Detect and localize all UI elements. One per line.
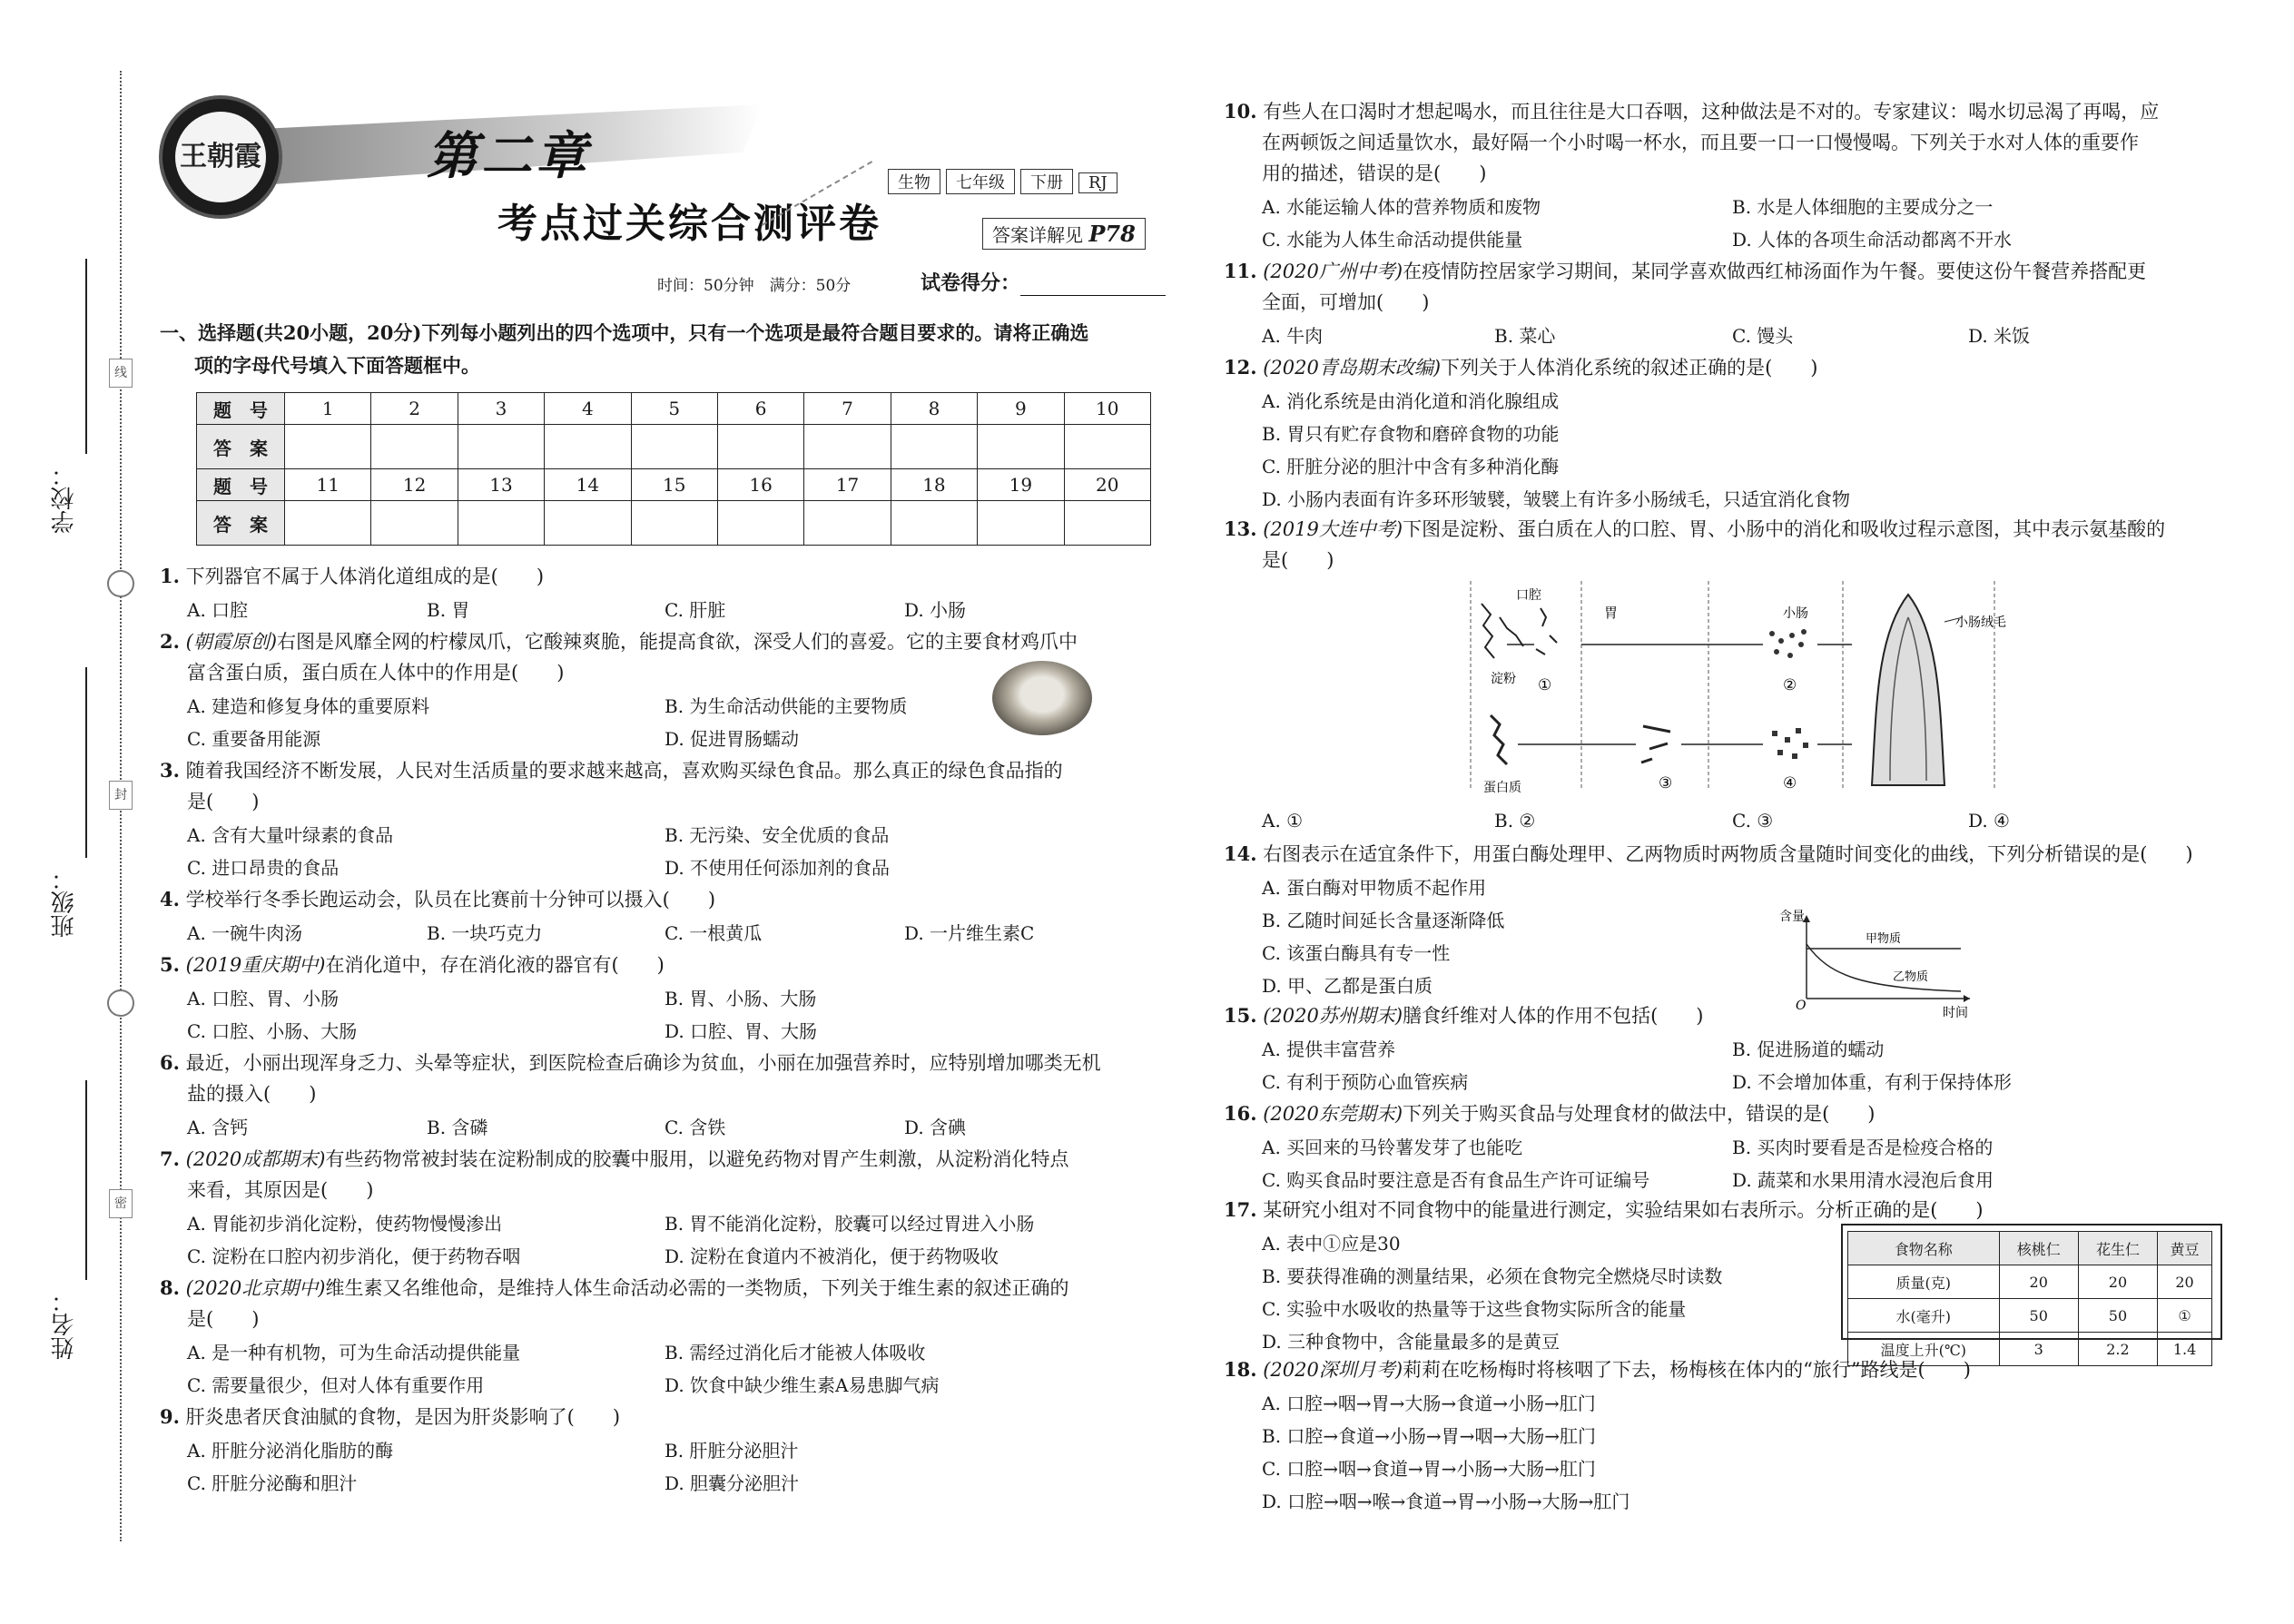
question-source: (2019大连中考) [1263,518,1403,540]
option-c[interactable]: C. 肝脏 [665,599,726,621]
time-limit: 时间：50分钟 满分：50分 [657,277,852,295]
question-number: 3 [458,393,544,425]
question-source: (2020东莞期末) [1263,1103,1403,1125]
question-source: (2020青岛期末改编) [1263,357,1442,379]
question-2 [160,628,1078,655]
class-field[interactable] [85,667,87,858]
question-number: 16. [1224,1102,1257,1125]
score-field [921,268,1166,296]
villus-shape [1872,595,1944,785]
question-number: 6. [160,1051,180,1074]
option-d[interactable]: D. 口腔→咽→喉→食道→胃→小肠→大肠→肛门 [1262,1491,1630,1512]
question-stem-cont: 用的描述，错误的是( ) [1262,162,1487,184]
table-cell: 50 [1999,1299,2078,1333]
option-c[interactable]: C. ③ [1732,810,1774,832]
series-b-label: 乙物质 [1893,970,1929,984]
tag-grade: 七年级 [946,169,1015,194]
option-b[interactable]: B. ② [1494,810,1536,832]
option-c[interactable]: C. 口腔、小肠、大肠 [187,1020,358,1042]
question-13 [1224,516,2165,543]
option-c[interactable]: C. 进口昂贵的食品 [187,857,340,879]
question-9 [160,1403,620,1431]
option-a[interactable]: A. 是一种有机物，可为生命活动提供能量 [187,1342,521,1363]
question-7 [160,1146,1068,1173]
question-number: 13. [1224,517,1257,540]
class-label: 班级： [51,867,78,938]
chicken-feet-photo [992,661,1092,735]
glucose-particles [1769,629,1807,658]
option-c[interactable]: C. 需要量很少，但对人体有重要作用 [187,1374,485,1396]
option-c[interactable]: C. 该蛋白酶具有专一性 [1262,942,1451,964]
name-label: 姓名： [51,1289,78,1360]
answer-cell[interactable] [804,501,891,546]
question-number: 2 [371,393,458,425]
option-d[interactable]: D. 饮食中缺少维生素A易患脚气病 [665,1374,940,1396]
content-curve-chart [1779,908,1979,1020]
question-number: 9. [160,1405,180,1428]
option-d[interactable]: D. 一片维生素C [904,922,1035,944]
option-a[interactable]: A. 口腔、胃、小肠 [187,988,340,1009]
question-stem: 下图是淀粉、蛋白质在人的口腔、胃、小肠中的消化和吸收过程示意图，其中表示氨基酸的 [1403,518,2166,540]
answer-cell[interactable] [631,425,717,469]
table-row [197,501,1151,546]
option-d[interactable]: D. 蔬菜和水果用清水浸泡后食用 [1732,1169,1994,1191]
option-b[interactable]: B. 买肉时要看是否是检疫合格的 [1732,1137,1994,1158]
question-stem: 右图是风靡全网的柠檬凤爪，它酸辣爽脆，能提高食欲，深受人们的喜爱。它的主要食材鸡爪中 [277,631,1078,653]
diagram-label-villus: 小肠绒毛 [1955,615,2006,630]
option-b[interactable]: B. 需经过消化后才能被人体吸收 [665,1342,926,1363]
question-10 [1224,98,2159,125]
option-b[interactable]: B. 胃只有贮存食物和磨碎食物的功能 [1262,423,1560,445]
option-a[interactable]: A. 口腔→咽→胃→大肠→食道→小肠→肛门 [1262,1393,1596,1414]
question-number: 11 [285,469,371,501]
question-source: (2020苏州期末) [1263,1005,1403,1027]
option-b[interactable]: B. 胃、小肠、大肠 [665,988,817,1009]
question-number: 13 [458,469,544,501]
option-a[interactable]: A. ① [1262,810,1304,832]
answer-cell[interactable] [371,501,458,546]
question-16 [1224,1100,1875,1127]
option-d[interactable]: D. 小肠 [904,599,967,621]
option-b[interactable]: B. 菜心 [1494,325,1556,347]
question-number: 5 [631,393,717,425]
table-header: 题 号 [197,393,285,425]
tag-edition: RJ [1078,172,1117,193]
question-stem: 下列关于人体消化系统的叙述正确的是( ) [1441,357,1818,379]
option-c[interactable]: C. 购买食品时要注意是否有食品生产许可证编号 [1262,1169,1650,1191]
question-stem-cont: 盐的摄入( ) [187,1083,317,1105]
table-row [1848,1232,2212,1265]
option-c[interactable]: C. 肝脏分泌酶和胆汁 [187,1472,358,1494]
protein-chain [1491,715,1507,764]
diagram-marker-2: ② [1783,676,1797,694]
table-header: 花生仁 [2078,1232,2157,1265]
diagram-label-stomach: 胃 [1604,605,1619,621]
food-energy-table [1847,1231,2212,1366]
score-blank[interactable] [1020,295,1166,296]
question-stem: 最近，小丽出现浑身乏力、头晕等症状，到医院检查后确诊为贫血，小丽在加强营养时，应特别增加哪类无机 [185,1052,1101,1074]
question-5 [160,951,665,979]
table-cell: 水(毫升) [1848,1299,2000,1333]
question-number: 6 [717,393,803,425]
question-number: 8. [160,1276,180,1299]
option-c[interactable]: C. 重要备用能源 [187,728,321,750]
question-stem: 莉莉在吃杨梅时将核咽了下去，杨梅核在体内的“旅行”路线是( ) [1403,1359,1971,1381]
question-stem: 某研究小组对不同食物中的能量进行测定，实验结果如右表所示。分析正确的是( ) [1263,1199,1984,1221]
table-header: 核桃仁 [1999,1232,2078,1265]
table-header: 食物名称 [1848,1232,2000,1265]
option-c[interactable]: C. 一根黄瓜 [665,922,763,944]
question-number: 7 [804,393,891,425]
table-cell: ① [2158,1299,2212,1333]
option-a[interactable]: A. 口腔 [187,599,249,621]
question-number: 10 [1064,393,1150,425]
table-cell: 1.4 [2158,1333,2212,1366]
option-b[interactable]: B. 乙随时间延长含量逐渐降低 [1262,910,1505,931]
question-source: (朝霞原创) [185,631,278,653]
name-field[interactable] [85,1080,87,1280]
option-c[interactable]: C. 有利于预防心血管疾病 [1262,1071,1469,1093]
answer-cell[interactable] [804,425,891,469]
brand-logo [159,95,282,219]
binding-ring-icon [107,989,134,1017]
starch-chain [1482,604,1523,658]
option-a[interactable]: A. 建造和修复身体的重要原料 [187,695,430,717]
option-a[interactable]: A. 水能运输人体的营养物质和废物 [1262,196,1541,218]
answer-cell[interactable] [978,501,1064,546]
option-a[interactable]: A. 消化系统是由消化道和消化腺组成 [1262,390,1560,412]
question-number: 7. [160,1147,180,1170]
question-12 [1224,354,1817,381]
question-stem: 维生素又名维他命，是维持人体生命活动必需的一类物质，下列关于维生素的叙述正确的 [325,1277,1069,1299]
question-source: (2020广州中考) [1263,261,1403,282]
question-number: 18. [1224,1358,1257,1381]
amino-acids [1772,728,1808,759]
table-cell: 温度上升(℃) [1848,1333,2000,1366]
seal-char: 密 [109,1189,133,1218]
table-header: 答 案 [197,425,285,469]
table-cell: 20 [2158,1265,2212,1299]
option-a[interactable]: A. 蛋白酶对甲物质不起作用 [1262,877,1487,899]
question-number: 12 [371,469,458,501]
question-stem: 下列关于购买食品与处理食材的做法中，错误的是( ) [1403,1103,1876,1125]
option-c[interactable]: C. 馒头 [1732,325,1794,347]
table-row [197,393,1151,425]
answer-cell[interactable] [545,425,631,469]
option-a[interactable]: A. 肝脏分泌消化脂肪的酶 [187,1440,394,1462]
option-a[interactable]: A. 买回来的马铃薯发芽了也能吃 [1262,1137,1523,1158]
question-number: 8 [891,393,977,425]
question-stem-cont: 是( ) [187,791,260,812]
question-number: 3. [160,759,180,782]
option-b[interactable]: B. 水是人体细胞的主要成分之一 [1732,196,1994,218]
option-a[interactable]: A. 含钙 [187,1117,249,1138]
table-cell: 3 [1999,1333,2078,1366]
option-a[interactable]: A. 提供丰富营养 [1262,1038,1396,1060]
question-number: 16 [717,469,803,501]
starch-fragments [1536,608,1557,655]
option-a[interactable]: A. 胃能初步消化淀粉，使药物慢慢渗出 [187,1213,503,1235]
answer-cell[interactable] [631,501,717,546]
answer-cell[interactable] [717,425,803,469]
table-header: 黄豆 [2158,1232,2212,1265]
question-stem-cont: 来看，其原因是( ) [187,1179,374,1201]
tag-volume: 下册 [1020,169,1073,194]
answer-cell[interactable] [285,425,371,469]
question-8 [160,1275,1068,1302]
score-label: 试卷得分： [921,271,1021,295]
diagram-marker-4: ④ [1783,774,1797,792]
table-cell: 2.2 [2078,1333,2157,1366]
question-source: (2020成都期末) [185,1148,326,1170]
chart-xlabel: 时间 [1943,1006,1968,1020]
question-3 [160,757,1063,784]
logo-text: 王朝霞 [175,112,266,202]
answer-cell[interactable] [458,425,544,469]
section-intro: 一、选择题(共20小题，20分)下列每小题列出的四个选项中，只有一个选项是最符合题目要求的。请将正确选 [160,321,1089,344]
option-d[interactable]: D. 口腔、胃、大肠 [665,1020,818,1042]
option-b[interactable]: B. 促进肠道的蠕动 [1732,1038,1885,1060]
answer-ref-page: P78 [1088,221,1136,247]
answer-cell[interactable] [545,501,631,546]
table-header: 答 案 [197,501,285,546]
answer-cell[interactable] [285,501,371,546]
subject-tags [888,169,1123,194]
option-a[interactable]: A. 牛肉 [1262,325,1324,347]
question-number: 14 [545,469,631,501]
diagram-label-intestine: 小肠 [1783,606,1808,621]
question-stem: 膳食纤维对人体的作用不包括( ) [1403,1005,1704,1027]
question-number: 4 [545,393,631,425]
question-6 [160,1049,1101,1077]
question-number: 14. [1224,842,1257,865]
question-number: 20 [1064,469,1150,501]
diagram-label-starch: 淀粉 [1491,672,1516,686]
option-d[interactable]: D. 不会增加体重，有利于保持体形 [1732,1071,2013,1093]
table-header: 题 号 [197,469,285,501]
option-a[interactable]: A. 表中①应是30 [1262,1233,1401,1255]
question-number: 17 [804,469,891,501]
peptide-fragments [1641,726,1670,763]
answer-cell[interactable] [891,501,977,546]
option-b[interactable]: B. 为生命活动供能的主要物质 [665,695,908,717]
option-d[interactable]: D. 促进胃肠蠕动 [665,728,800,750]
option-d[interactable]: D. 不使用任何添加剂的食品 [665,857,891,879]
option-d[interactable]: D. 甲、乙都是蛋白质 [1262,975,1433,997]
answer-cell[interactable] [1064,425,1150,469]
option-d[interactable]: D. 小肠内表面有许多环形皱襞，皱襞上有许多小肠绒毛，只适宜消化食物 [1262,488,1851,510]
option-b[interactable]: B. 肝脏分泌胆汁 [665,1440,799,1462]
question-number: 17. [1224,1198,1257,1221]
question-number: 15 [631,469,717,501]
answer-cell[interactable] [717,501,803,546]
question-number: 19 [978,469,1064,501]
question-stem: 右图表示在适宜条件下，用蛋白酶处理甲、乙两物质时两物质含量随时间变化的曲线，下列分析错误的是( ) [1263,843,2193,865]
question-18 [1224,1356,1971,1383]
school-label: 学校： [51,463,78,534]
question-number: 9 [978,393,1064,425]
answer-cell[interactable] [891,425,977,469]
option-c[interactable]: C. 淀粉在口腔内初步消化，便于药物吞咽 [187,1245,521,1267]
question-number: 11. [1224,260,1257,282]
answer-cell[interactable] [458,501,544,546]
question-14 [1224,841,2193,868]
question-stem: 学校举行冬季长跑运动会，队员在比赛前十分钟可以摄入( ) [185,889,716,910]
answer-cell[interactable] [371,425,458,469]
question-stem: 在疫情防控居家学习期间，某同学喜欢做西红柿汤面作为午餐。要使这份午餐营养搭配更 [1403,261,2147,282]
option-b[interactable]: B. 要获得准确的测量结果，必须在食物完全燃烧尽时读数 [1262,1265,1723,1287]
answer-ref-label: 答案详解见 [992,224,1083,246]
question-number: 1 [285,393,371,425]
option-d[interactable]: D. 米饭 [1968,325,2031,347]
option-b[interactable]: B. 胃 [427,599,470,621]
question-source: (2020深圳月考) [1263,1359,1403,1381]
option-d[interactable]: D. 胆囊分泌胆汁 [665,1472,800,1494]
option-b[interactable]: B. 胃不能消化淀粉，胶囊可以经过胃进入小肠 [665,1213,1035,1235]
section-intro-cont: 项的字母代号填入下面答题框中。 [194,354,480,377]
seal-char: 封 [109,781,133,810]
question-number: 4. [160,888,180,910]
table-row [197,469,1151,501]
series-b-line [1807,944,1961,991]
question-stem-cont: 是( ) [187,1308,260,1330]
question-stem: 下列器官不属于人体消化道组成的是( ) [185,566,545,587]
diagram-label-protein: 蛋白质 [1483,781,1521,795]
page-title: 考点过关综合测评卷 [497,201,881,247]
option-a[interactable]: A. 一碗牛肉汤 [187,922,303,944]
option-b[interactable]: B. 口腔→食道→小肠→胃→咽→大肠→肛门 [1262,1425,1596,1447]
question-number: 12. [1224,356,1257,379]
chart-ylabel: 含量 [1779,910,1805,924]
question-17 [1224,1196,1984,1224]
question-number: 2. [160,630,180,653]
option-c[interactable]: C. 水能为人体生命活动提供能量 [1262,229,1523,251]
question-number: 15. [1224,1004,1257,1027]
question-stem: 有些药物常被封装在淀粉制成的胶囊中服用，以避免药物对胃产生刺激，从淀粉消化特点 [325,1148,1069,1170]
option-b[interactable]: B. 含磷 [427,1117,488,1138]
answer-reference [982,218,1146,250]
option-c[interactable]: C. 肝脏分泌的胆汁中含有多种消化酶 [1262,456,1560,477]
question-4 [160,886,715,913]
option-a[interactable]: A. 含有大量叶绿素的食品 [187,824,394,846]
question-stem: 肝炎患者厌食油腻的食物，是因为肝炎影响了( ) [185,1406,621,1428]
option-d[interactable]: D. 人体的各项生命活动都离不开水 [1732,229,2013,251]
table-cell: 50 [2078,1299,2157,1333]
option-d[interactable]: D. 含碘 [904,1117,967,1138]
diagram-marker-1: ① [1538,676,1552,694]
answer-table [196,392,1151,546]
question-stem-cont: 在两顿饭之间适量饮水，最好隔一个小时喝一杯水，而且要一口一口慢慢喝。下列关于水对人体的重要作 [1262,132,2139,153]
diagram-marker-3: ③ [1659,774,1673,792]
option-c[interactable]: C. 实验中水吸收的热量等于这些食物实际所含的能量 [1262,1298,1687,1320]
option-c[interactable]: C. 口腔→咽→食道→胃→小肠→大肠→肛门 [1262,1458,1596,1480]
question-source: (2019重庆期中) [185,954,326,976]
chart-origin: O [1796,999,1807,1013]
question-stem-cont: 是( ) [1262,549,1334,571]
table-row [1848,1299,2212,1333]
option-d[interactable]: D. ④ [1968,810,2010,832]
digestion-diagram [1463,581,2006,795]
question-number: 10. [1224,100,1257,123]
answer-cell[interactable] [978,425,1064,469]
x-arrow-icon [1964,995,1970,1002]
option-b[interactable]: B. 无污染、安全优质的食品 [665,824,890,846]
chapter-title: 第二章 [427,126,590,186]
question-stem: 随着我国经济不断发展，人民对生活质量的要求越来越高，喜欢购买绿色食品。那么真正的绿色食品指的 [185,760,1063,782]
question-stem: 有些人在口渴时才想起喝水，而且往往是大口吞咽，这种做法是不对的。专家建议：喝水切忌渴了再喝，应 [1263,101,2160,123]
school-field[interactable] [85,259,87,454]
table-cell: 质量(克) [1848,1265,2000,1299]
option-b[interactable]: B. 一块巧克力 [427,922,543,944]
question-stem-cont: 富含蛋白质，蛋白质在人体中的作用是( ) [187,662,565,684]
table-cell: 20 [2078,1265,2157,1299]
binding-ring-icon [107,570,134,597]
question-stem: 在消化道中，存在消化液的器官有( ) [325,954,665,976]
question-stem-cont: 全面，可增加( ) [1262,291,1430,313]
table-cell: 20 [1999,1265,2078,1299]
option-d[interactable]: D. 淀粉在食道内不被消化，便于药物吸收 [665,1245,999,1267]
series-a-label: 甲物质 [1866,932,1902,946]
diagram-label-mouth: 口腔 [1516,588,1541,603]
question-1 [160,563,544,590]
tag-subject: 生物 [888,169,940,194]
answer-cell[interactable] [1064,501,1150,546]
question-number: 1. [160,565,180,587]
question-15 [1224,1002,1703,1029]
table-row [1848,1265,2212,1299]
table-row [197,425,1151,469]
option-c[interactable]: C. 含铁 [665,1117,726,1138]
question-11 [1224,258,2146,285]
question-source: (2020北京期中) [185,1277,326,1299]
question-number: 18 [891,469,977,501]
seal-char: 线 [109,359,133,388]
question-number: 5. [160,953,180,976]
option-d[interactable]: D. 三种食物中，含能量最多的是黄豆 [1262,1331,1561,1353]
